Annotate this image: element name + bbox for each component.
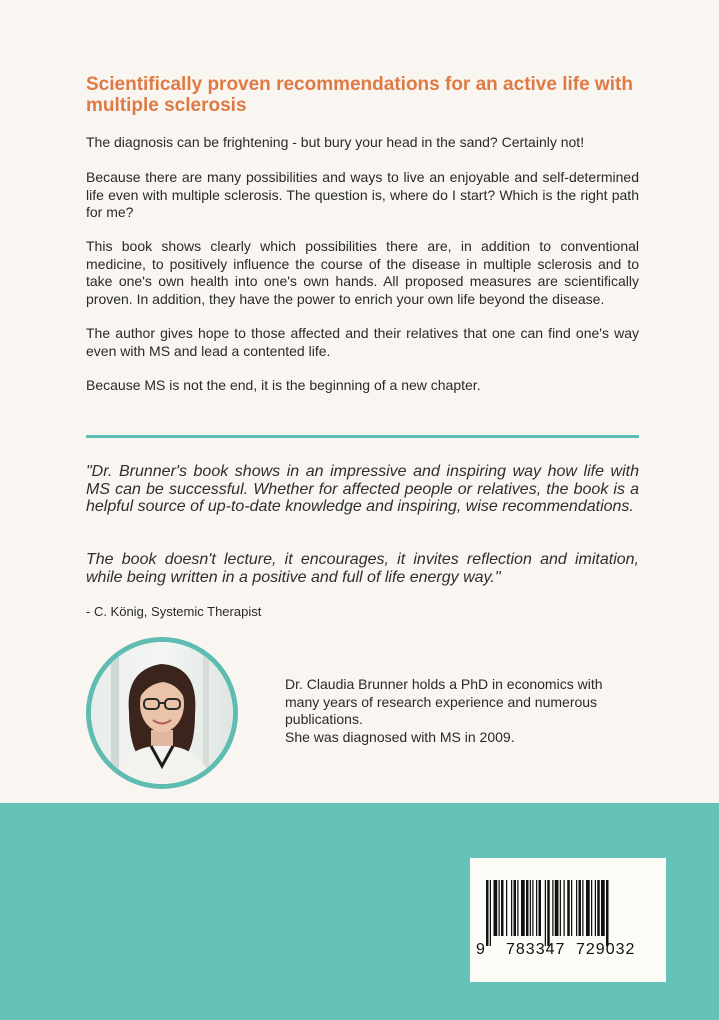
barcode-group-right: 729032 bbox=[576, 941, 636, 958]
blurb-paragraph-4: The author gives hope to those affected and their relatives that one can find one's way even with MS and lead a contented life. bbox=[86, 325, 639, 359]
testimonial-quote-part-1: "Dr. Brunner's book shows in an impressive and inspiring way how life with MS can be successful. Whether for affected people or relatives, the book is a helpful source of up-to-date knowledge and inspiring, wise recommendations. bbox=[86, 463, 639, 516]
blurb-paragraph-5: Because MS is not the end, it is the beginning of a new chapter. bbox=[86, 377, 481, 393]
blurb-paragraph-2: Because there are many possibilities and ways to live an enjoyable and self-determined life even with multiple sclerosis. The question is, where do I start? Which is the right path for me? bbox=[86, 169, 639, 221]
author-portrait bbox=[86, 637, 238, 789]
barcode-digit-first: 9 bbox=[476, 941, 485, 958]
blurb-paragraph-3: This book shows clearly which possibilities there are, in addition to conventional medicine, to positively influence the course of the disease in multiple sclerosis and to take one's own health into one's own hands. All proposed measures are scientifically proven. In addition, they have the power to enrich your own life beyond the disease. bbox=[86, 238, 639, 307]
author-bio bbox=[285, 676, 625, 746]
barcode-group-left: 783347 bbox=[506, 941, 566, 958]
back-cover-title: Scientifically proven recommendations for an active life with multiple sclerosis bbox=[86, 74, 633, 116]
testimonial-attribution: - C. König, Systemic Therapist bbox=[86, 604, 262, 619]
isbn-barcode bbox=[470, 858, 666, 982]
blurb-paragraph-1: The diagnosis can be frightening - but bury your head in the sand? Certainly not! bbox=[86, 134, 585, 150]
testimonial-quote-part-2: The book doesn't lecture, it encourages, it invites reflection and imitation, while being written in a positive and full of life energy way." bbox=[86, 551, 639, 586]
author-bio-line-1: Dr. Claudia Brunner holds a PhD in economics with many years of research experience and numerous publications. bbox=[285, 676, 603, 728]
author-bio-line-2: She was diagnosed with MS in 2009. bbox=[285, 728, 515, 745]
section-divider bbox=[86, 435, 639, 438]
barcode-bars bbox=[486, 880, 609, 946]
